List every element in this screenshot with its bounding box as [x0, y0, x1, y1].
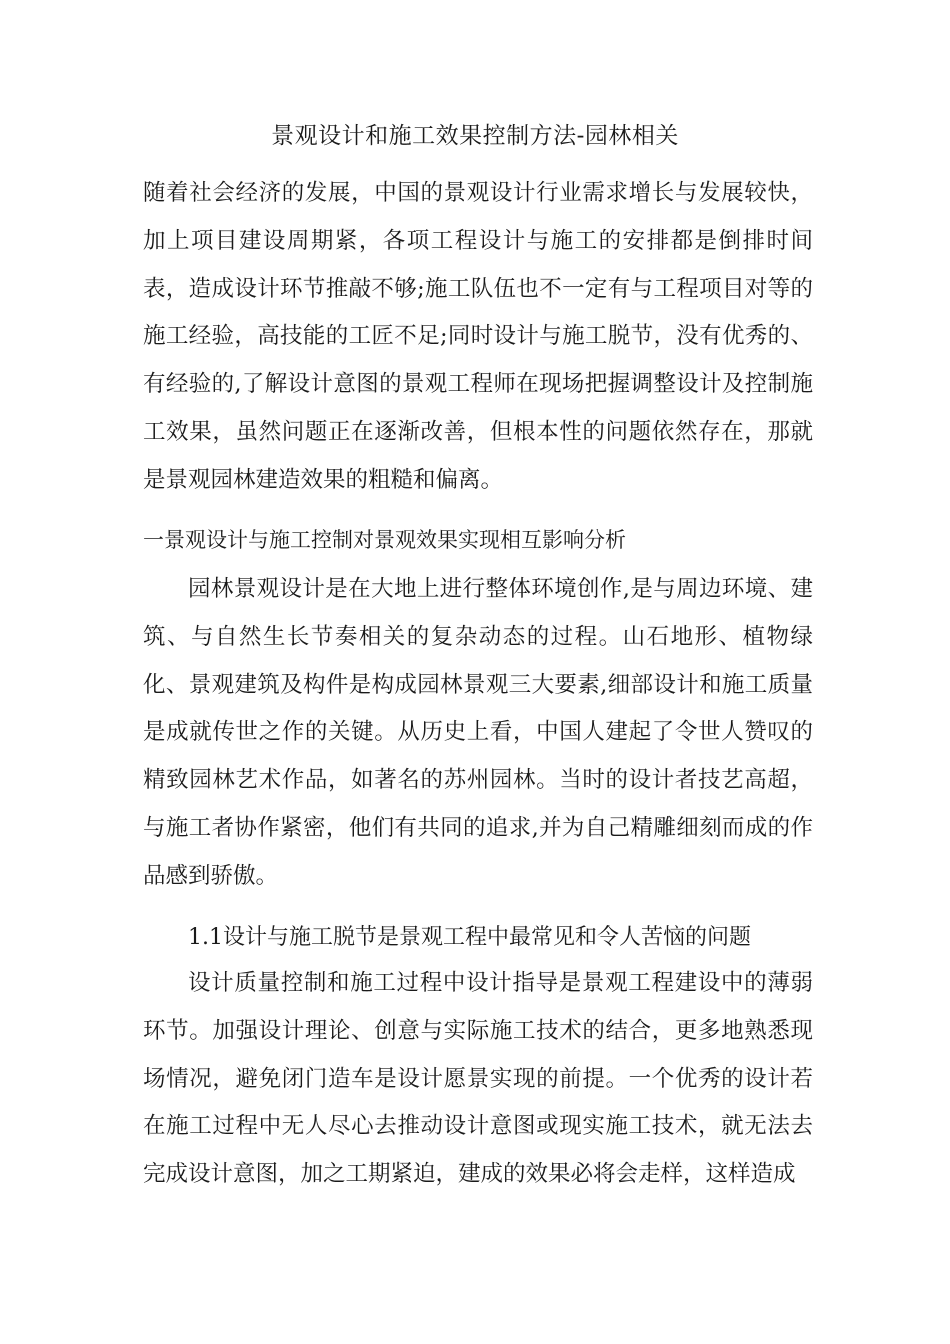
section-paragraph: 园林景观设计是在大地上进行整体环境创作,是与周边环境、建筑、与自然生长节奏相关的复杂动态的过程。山石地形、植物绿化、景观建筑及构件是构成园林景观三大要素,细部设计和施工质量是成就传世之作的关键。从历史上看，中国人建起了令世人赞叹的精致园林艺术作品，如著名的苏州园林。当时的设计者技艺高超，与施工者协作紧密，他们有共同的追求,并为自己精雕细刻而成的作品感到骄傲。	[143, 576, 813, 889]
subsection-paragraph: 设计质量控制和施工过程中设计指导是景观工程建设中的薄弱环节。加强设计理论、创意与实际施工技术的结合，更多地熟悉现场情况，避免闭门造车是设计愿景实现的前提。一个优秀的设计若在施工过程中无人尽心去推动设计意图或现实施工技术，就无法去完成设计意图，加之工期紧迫，建成的效果必将会走样，这样造成	[143, 970, 813, 1188]
section-heading: 一景观设计与施工控制对景观效果实现相互影响分析	[143, 528, 626, 552]
document-title: 景观设计和施工效果控制方法-园林相关	[271, 123, 679, 149]
subsection-heading: 1.1设计与施工脱节是景观工程中最常见和令人苦恼的问题	[188, 925, 751, 950]
intro-paragraph: 随着社会经济的发展，中国的景观设计行业需求增长与发展较快，加上项目建设周期紧，各项工程设计与施工的安排都是倒排时间表，造成设计环节推敲不够;施工队伍也不一定有与工程项目对等的施工经验，高技能的工匠不足;同时设计与施工脱节，没有优秀的、有经验的,了解设计意图的景观工程师在现场把握调整设计及控制施工效果，虽然问题正在逐渐改善，但根本性的问题依然存在，那就是景观园林建造效果的粗糙和偏离。	[143, 180, 813, 493]
